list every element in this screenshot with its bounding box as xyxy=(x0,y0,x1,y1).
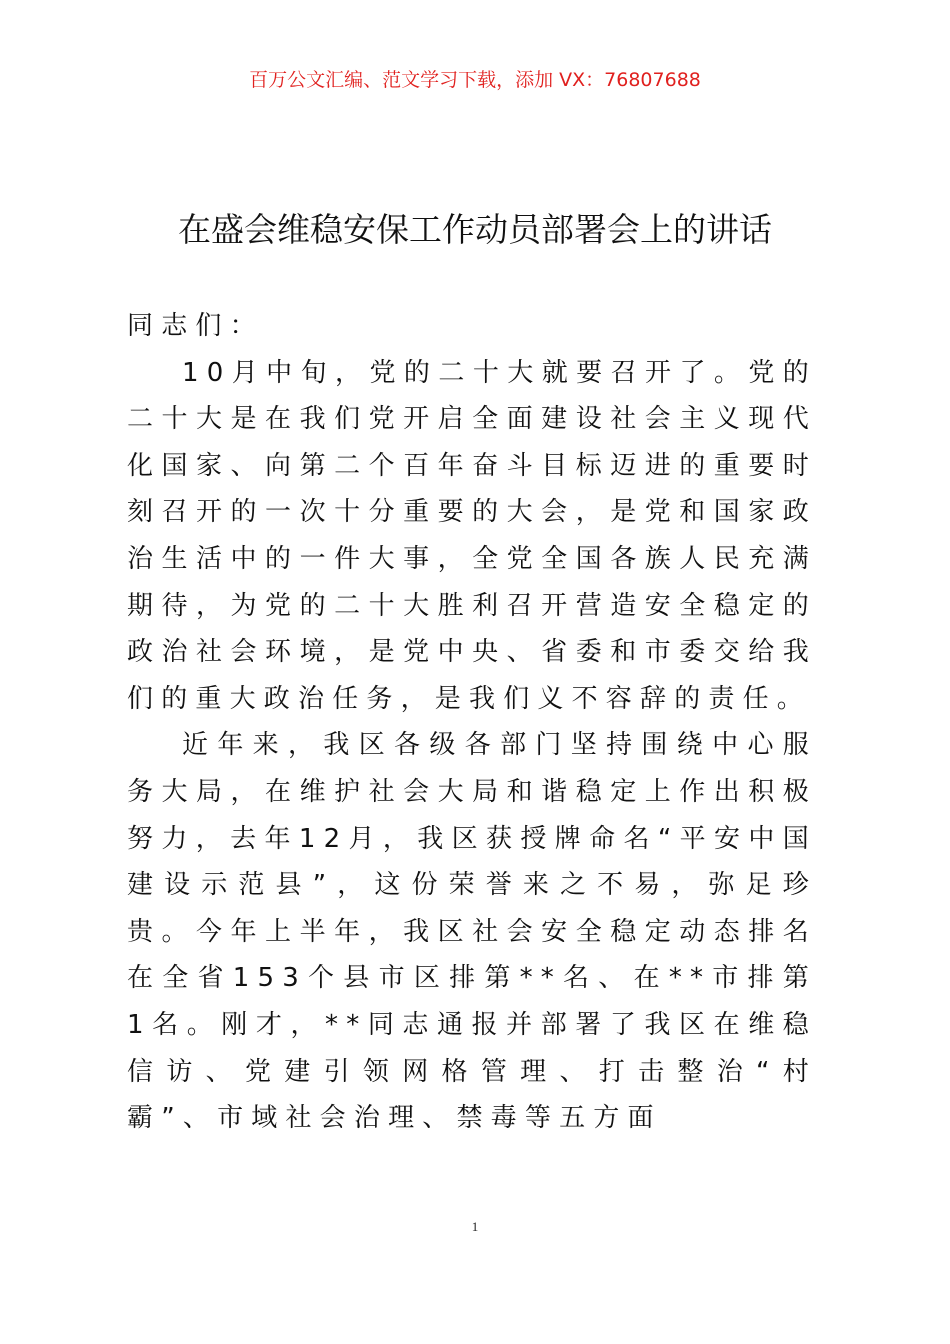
document-body xyxy=(127,303,817,1142)
paragraph-2: 近年来，我区各级各部门坚持围绕中心服务大局，在维护社会大局和谐稳定上作出积极努力，去年12月，我区获授牌命名“平安中国建设示范县”，这份荣誉来之不易，弥足珍贵。今年上半年，我区社会安全稳定动态排名在全省153个县市区排第**名、在**市排第1名。刚才，**同志通报并部署了我区在维稳信访、党建引领网格管理、打击整治“村霸”、市域社会治理、禁毒等五方面 xyxy=(127,730,817,1134)
page-number: 1 xyxy=(471,1219,479,1234)
header-banner: 百万公文汇编、范文学习下载，添加 VX：76807688 xyxy=(249,69,701,91)
document-title: 在盛会维稳安保工作动员部署会上的讲话 xyxy=(178,210,772,249)
salutation: 同志们： xyxy=(127,311,264,341)
paragraph-1: 10月中旬，党的二十大就要召开了。党的二十大是在我们党开启全面建设社会主义现代化国家、向第二个百年奋斗目标迈进的重要时刻召开的一次十分重要的大会，是党和国家政治生活中的一件大事，全党全国各族人民充满期待，为党的二十大胜利召开营造安全稳定的政治社会环境，是党中央、省委和市委交给我们的重大政治任务，是我们义不容辞的责任。 xyxy=(127,357,817,714)
